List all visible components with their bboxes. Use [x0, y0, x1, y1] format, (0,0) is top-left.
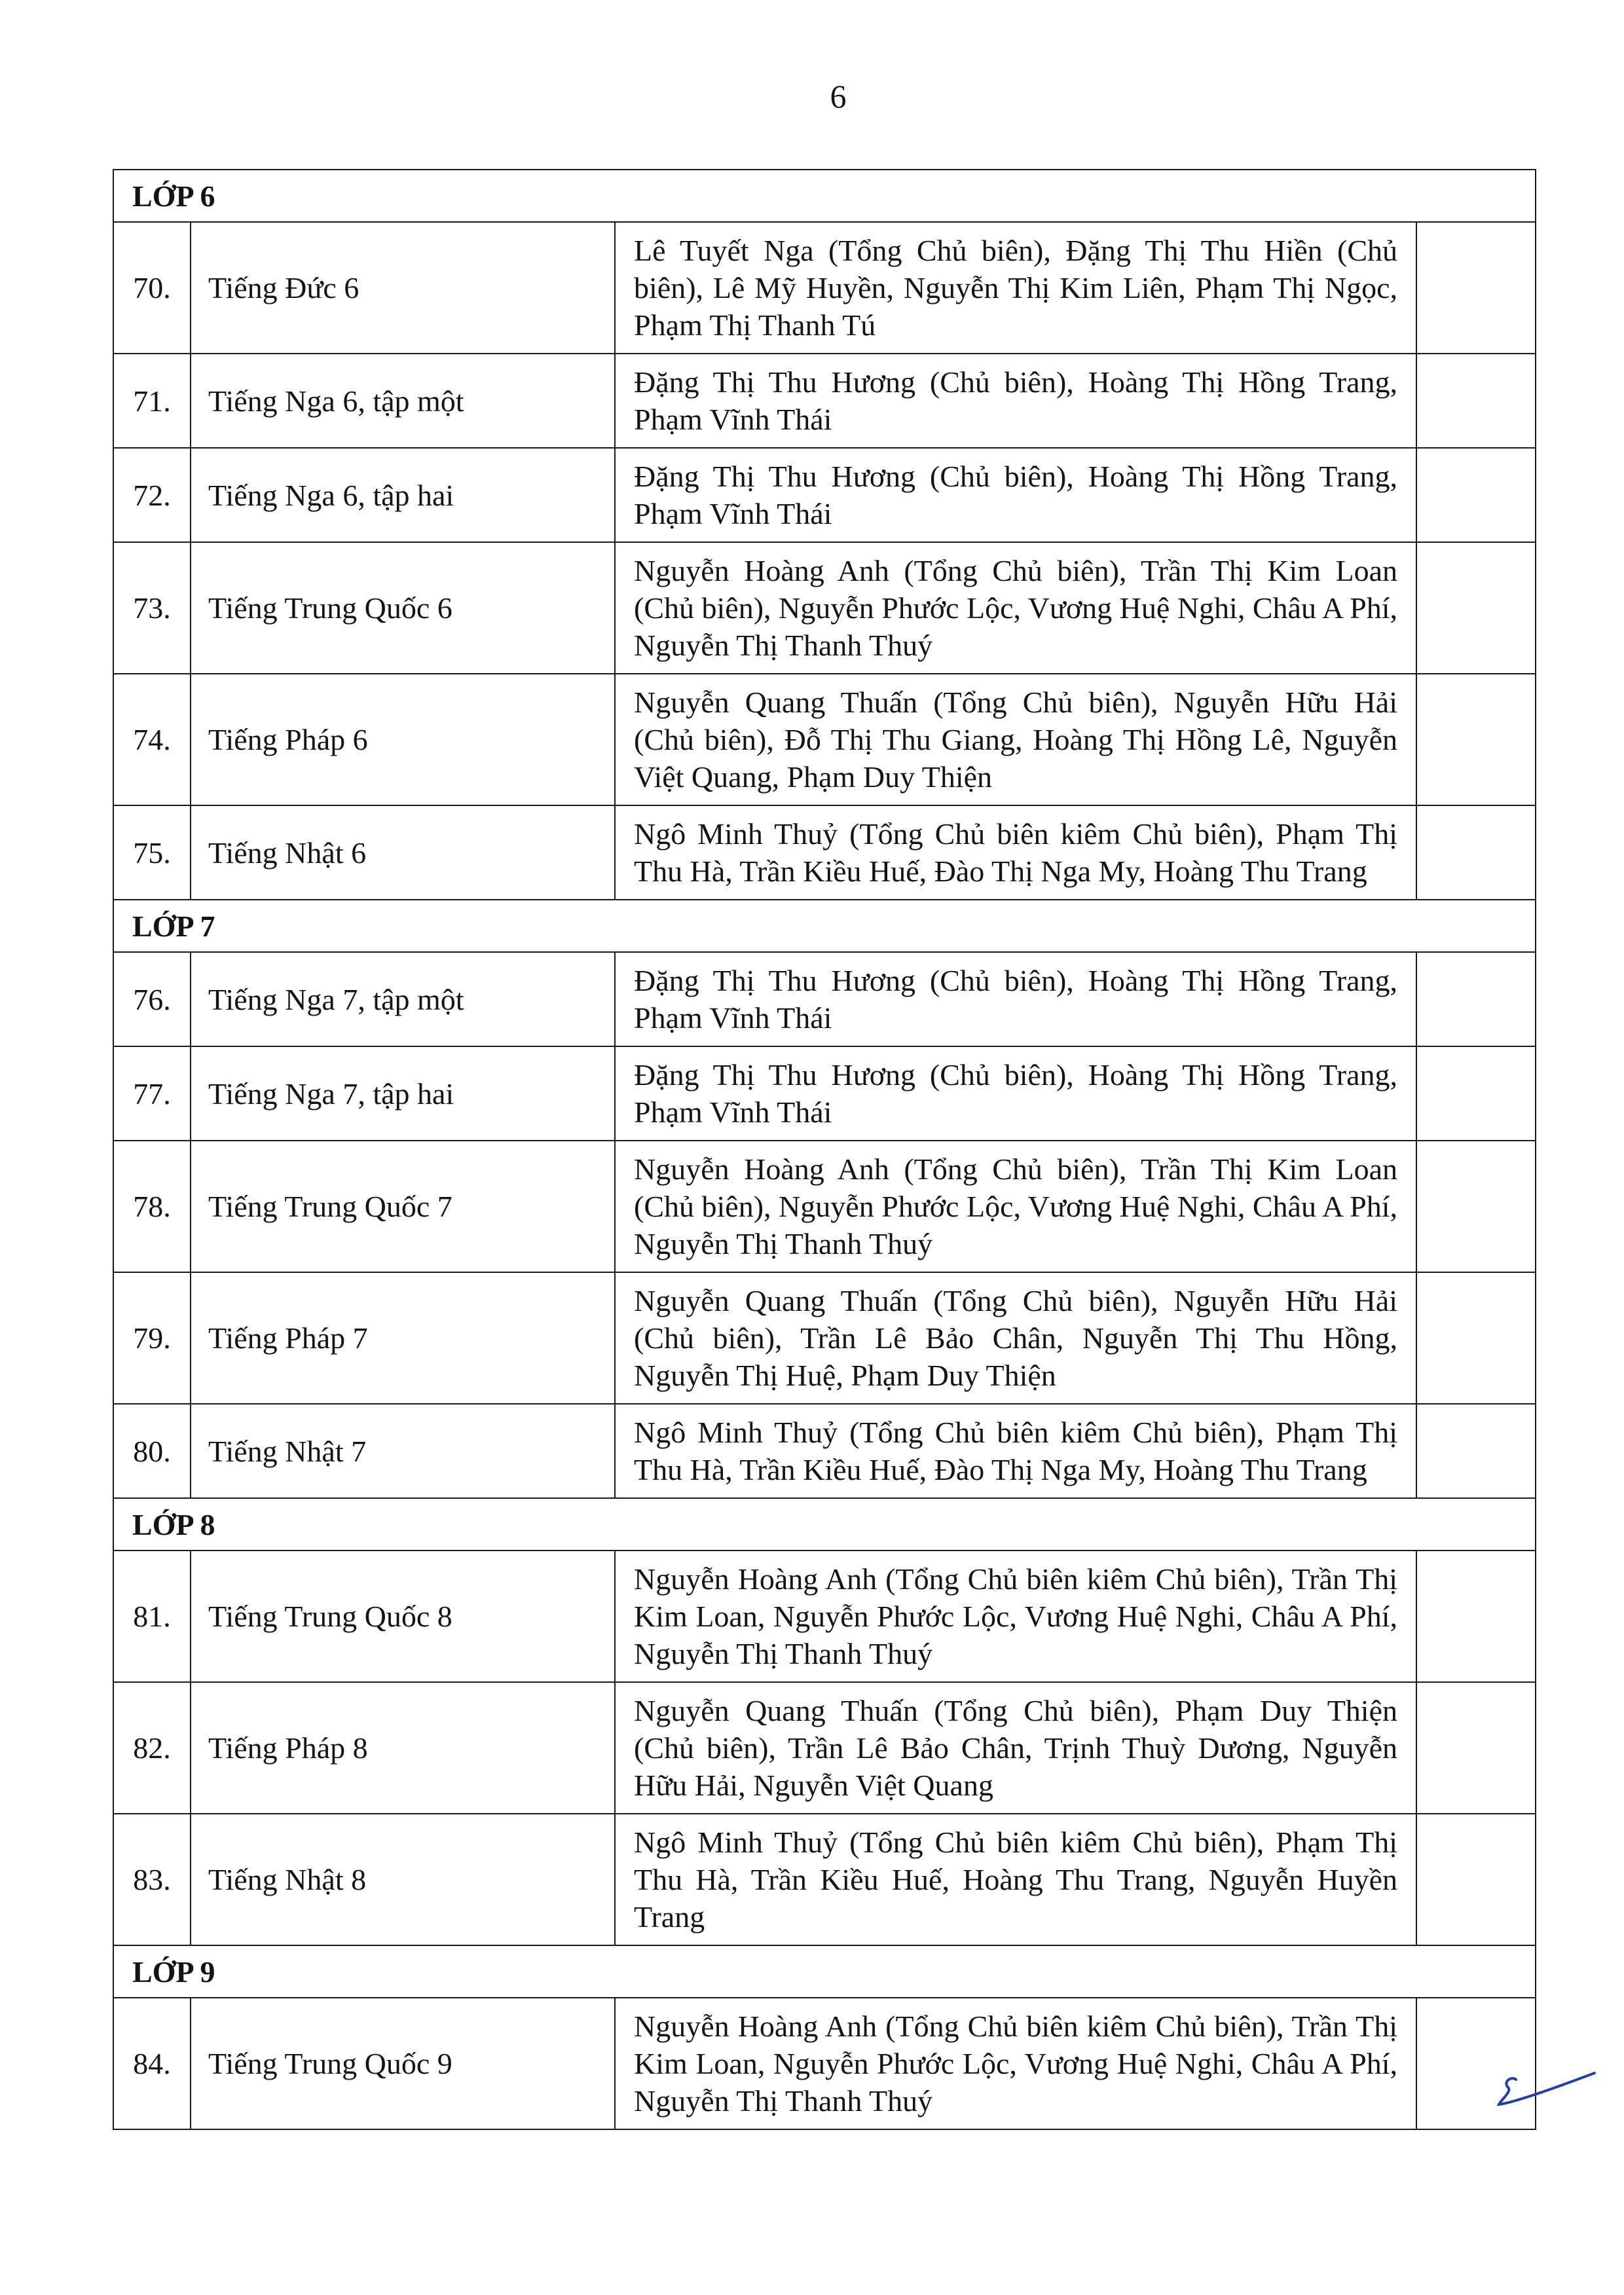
book-title: Tiếng Nga 7, tập hai: [191, 1046, 615, 1141]
row-note: [1416, 674, 1536, 805]
row-note: [1416, 952, 1536, 1046]
section-row: [113, 1498, 1536, 1551]
book-authors: Đặng Thị Thu Hương (Chủ biên), Hoàng Thị Hồng Trang, Phạm Vĩnh Thái: [615, 1046, 1416, 1141]
section-row: [113, 900, 1536, 952]
row-note: [1416, 1404, 1536, 1498]
table-row: [113, 674, 1536, 805]
book-title: Tiếng Pháp 8: [191, 1682, 615, 1814]
table-row: [113, 1998, 1536, 2129]
row-number: 81.: [113, 1551, 191, 1682]
row-note: [1416, 1046, 1536, 1141]
row-number: 82.: [113, 1682, 191, 1814]
table-row: [113, 952, 1536, 1046]
book-authors: Nguyễn Quang Thuấn (Tổng Chủ biên), Nguyễn Hữu Hải (Chủ biên), Trần Lê Bảo Chân, Nguyễn Thị Thu Hồng, Nguyễn Thị Huệ, Phạm Duy Thiện: [615, 1272, 1416, 1404]
row-note: [1416, 542, 1536, 674]
book-title: Tiếng Nhật 7: [191, 1404, 615, 1498]
book-authors: Đặng Thị Thu Hương (Chủ biên), Hoàng Thị Hồng Trang, Phạm Vĩnh Thái: [615, 448, 1416, 542]
row-note: [1416, 222, 1536, 354]
book-authors: Ngô Minh Thuỷ (Tổng Chủ biên kiêm Chủ biên), Phạm Thị Thu Hà, Trần Kiều Huế, Hoàng Thu Trang, Nguyễn Huyền Trang: [615, 1814, 1416, 1945]
table-row: [113, 1551, 1536, 1682]
book-authors: Nguyễn Hoàng Anh (Tổng Chủ biên kiêm Chủ biên), Trần Thị Kim Loan, Nguyễn Phước Lộc, Vương Huệ Nghi, Châu A Phí, Nguyễn Thị Thanh Thuý: [615, 1551, 1416, 1682]
book-title: Tiếng Nhật 6: [191, 805, 615, 900]
book-authors: Nguyễn Hoàng Anh (Tổng Chủ biên), Trần Thị Kim Loan (Chủ biên), Nguyễn Phước Lộc, Vương Huệ Nghi, Châu A Phí, Nguyễn Thị Thanh Thuý: [615, 542, 1416, 674]
book-authors: Nguyễn Quang Thuấn (Tổng Chủ biên), Phạm Duy Thiện (Chủ biên), Trần Lê Bảo Chân, Trịnh Thuỳ Dương, Nguyễn Hữu Hải, Nguyễn Việt Quang: [615, 1682, 1416, 1814]
section-heading: LỚP 6: [113, 170, 1536, 222]
book-title: Tiếng Trung Quốc 9: [191, 1998, 615, 2129]
book-title: Tiếng Nga 6, tập hai: [191, 448, 615, 542]
row-number: 74.: [113, 674, 191, 805]
section-heading: LỚP 8: [113, 1498, 1536, 1551]
row-number: 76.: [113, 952, 191, 1046]
book-title: Tiếng Nga 7, tập một: [191, 952, 615, 1046]
book-title: Tiếng Trung Quốc 6: [191, 542, 615, 674]
row-number: 84.: [113, 1998, 191, 2129]
row-number: 71.: [113, 354, 191, 448]
section-heading: LỚP 7: [113, 900, 1536, 952]
textbook-table: [113, 169, 1536, 2130]
section-row: [113, 1945, 1536, 1998]
table-row: [113, 1814, 1536, 1945]
row-note: [1416, 805, 1536, 900]
row-number: 78.: [113, 1141, 191, 1272]
book-title: Tiếng Pháp 6: [191, 674, 615, 805]
table-row: [113, 448, 1536, 542]
book-authors: Nguyễn Hoàng Anh (Tổng Chủ biên kiêm Chủ biên), Trần Thị Kim Loan, Nguyễn Phước Lộc, Vương Huệ Nghi, Châu A Phí, Nguyễn Thị Thanh Thuý: [615, 1998, 1416, 2129]
book-authors: Nguyễn Quang Thuấn (Tổng Chủ biên), Nguyễn Hữu Hải (Chủ biên), Đỗ Thị Thu Giang, Hoàng Thị Hồng Lê, Nguyễn Việt Quang, Phạm Duy Thiện: [615, 674, 1416, 805]
page-number: 6: [830, 78, 847, 115]
book-title: Tiếng Đức 6: [191, 222, 615, 354]
row-note: [1416, 354, 1536, 448]
row-number: 83.: [113, 1814, 191, 1945]
book-authors: Ngô Minh Thuỷ (Tổng Chủ biên kiêm Chủ biên), Phạm Thị Thu Hà, Trần Kiều Huế, Đào Thị Nga My, Hoàng Thu Trang: [615, 805, 1416, 900]
row-number: 73.: [113, 542, 191, 674]
section-row: [113, 170, 1536, 222]
row-note: [1416, 448, 1536, 542]
row-number: 72.: [113, 448, 191, 542]
table-row: [113, 1272, 1536, 1404]
table-row: [113, 1404, 1536, 1498]
section-heading: LỚP 9: [113, 1945, 1536, 1998]
table-row: [113, 542, 1536, 674]
row-number: 79.: [113, 1272, 191, 1404]
book-authors: Đặng Thị Thu Hương (Chủ biên), Hoàng Thị Hồng Trang, Phạm Vĩnh Thái: [615, 952, 1416, 1046]
row-note: [1416, 1682, 1536, 1814]
book-title: Tiếng Trung Quốc 8: [191, 1551, 615, 1682]
table-row: [113, 1046, 1536, 1141]
row-number: 77.: [113, 1046, 191, 1141]
book-authors: Đặng Thị Thu Hương (Chủ biên), Hoàng Thị Hồng Trang, Phạm Vĩnh Thái: [615, 354, 1416, 448]
book-title: Tiếng Nhật 8: [191, 1814, 615, 1945]
row-number: 70.: [113, 222, 191, 354]
table-row: [113, 805, 1536, 900]
book-authors: Nguyễn Hoàng Anh (Tổng Chủ biên), Trần Thị Kim Loan (Chủ biên), Nguyễn Phước Lộc, Vương Huệ Nghi, Châu A Phí, Nguyễn Thị Thanh Thuý: [615, 1141, 1416, 1272]
table-row: [113, 354, 1536, 448]
book-authors: Lê Tuyết Nga (Tổng Chủ biên), Đặng Thị Thu Hiền (Chủ biên), Lê Mỹ Huyền, Nguyễn Thị Kim Liên, Phạm Thị Ngọc, Phạm Thị Thanh Tú: [615, 222, 1416, 354]
row-number: 75.: [113, 805, 191, 900]
row-number: 80.: [113, 1404, 191, 1498]
signature-mark: [1496, 2056, 1601, 2108]
table-row: [113, 222, 1536, 354]
book-authors: Ngô Minh Thuỷ (Tổng Chủ biên kiêm Chủ biên), Phạm Thị Thu Hà, Trần Kiều Huế, Đào Thị Nga My, Hoàng Thu Trang: [615, 1404, 1416, 1498]
table-row: [113, 1141, 1536, 1272]
book-title: Tiếng Pháp 7: [191, 1272, 615, 1404]
table-row: [113, 1682, 1536, 1814]
row-note: [1416, 1272, 1536, 1404]
row-note: [1416, 1551, 1536, 1682]
row-note: [1416, 1814, 1536, 1945]
table-body: [113, 170, 1536, 2129]
row-note: [1416, 1141, 1536, 1272]
book-title: Tiếng Trung Quốc 7: [191, 1141, 615, 1272]
book-title: Tiếng Nga 6, tập một: [191, 354, 615, 448]
